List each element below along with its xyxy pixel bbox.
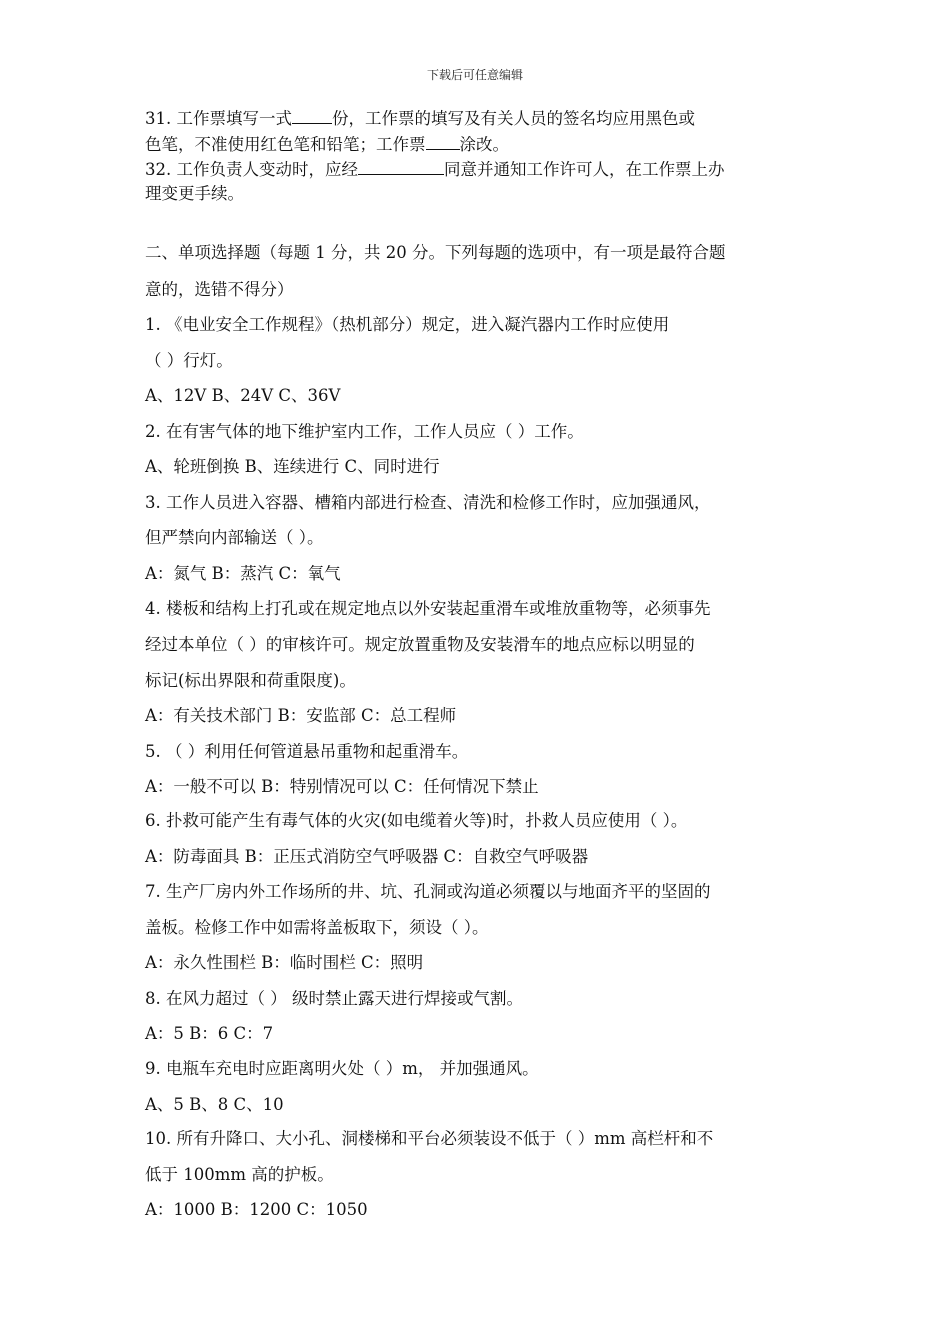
question-2-line-1: 2. 在有害气体的地下维护室内工作，工作人员应（ ）工作。: [145, 422, 584, 441]
question-31-line-2: 色笔，不准使用红色笔和铅笔；工作票 涂改。: [145, 135, 509, 154]
question-31-line-1: 31. 工作票填写一式 份，工作票的填写及有关人员的签名均应用黑色或: [145, 109, 695, 128]
fill-blank: [292, 107, 332, 124]
question-32-line-2: 理变更手续。: [145, 184, 244, 203]
question-8-line-1: 8. 在风力超过（ ） 级时禁止露天进行焊接或气割。: [145, 989, 523, 1008]
question-6-options: A：防毒面具 B：正压式消防空气呼吸器 C：自救空气呼吸器: [145, 847, 589, 866]
question-6-line-1: 6. 扑救可能产生有毒气体的火灾(如电缆着火等)时，扑救人员应使用（ ）。: [145, 811, 688, 830]
question-5-options: A：一般不可以 B：特别情况可以 C：任何情况下禁止: [145, 777, 539, 796]
question-1-line-1: 1. 《电业安全工作规程》（热机部分）规定，进入凝汽器内工作时应使用: [145, 315, 670, 334]
question-3-line-1: 3. 工作人员进入容器、槽箱内部进行检查、清洗和检修工作时，应加强通风，: [145, 493, 711, 512]
question-1-options: A、12V B、24V C、36V: [145, 386, 341, 405]
question-10-line-2: 低于 100mm 高的护板。: [145, 1165, 334, 1184]
question-3-line-2: 但严禁向内部输送（ ）。: [145, 528, 324, 547]
question-4-line-1: 4. 楼板和结构上打孔或在规定地点以外安装起重滑车或堆放重物等，必须事先: [145, 599, 711, 618]
section-title-line-2: 意的，选错不得分）: [145, 280, 294, 299]
question-5-line-1: 5. （ ）利用任何管道悬吊重物和起重滑车。: [145, 742, 469, 761]
fill-blank: [426, 133, 460, 150]
question-4-line-2: 经过本单位（ ）的审核许可。规定放置重物及安装滑车的地点应标以明显的: [145, 635, 695, 654]
question-1-line-2: （ ）行灯。: [145, 351, 233, 370]
question-7-line-1: 7. 生产厂房内外工作场所的井、坑、孔洞或沟道必须覆以与地面齐平的坚固的: [145, 882, 711, 901]
question-9-options: A、5 B、8 C、10: [145, 1095, 284, 1114]
section-title-line-1: 二、单项选择题（每题 1 分，共 20 分。下列每题的选项中，有一项是最符合题: [145, 243, 726, 262]
fill-blank: [358, 158, 444, 175]
question-9-line-1: 9. 电瓶车充电时应距离明火处（ ）m， 并加强通风。: [145, 1059, 539, 1078]
question-2-options: A、轮班倒换 B、连续进行 C、同时进行: [145, 457, 440, 476]
question-7-options: A：永久性围栏 B：临时围栏 C：照明: [145, 953, 424, 972]
question-8-options: A：5 B：6 C：7: [145, 1024, 274, 1043]
question-10-options: A：1000 B：1200 C：1050: [145, 1200, 368, 1219]
question-4-options: A：有关技术部门 B：安监部 C：总工程师: [145, 706, 457, 725]
page-header: 下载后可任意编辑: [426, 68, 523, 82]
question-3-options: A：氮气 B：蒸汽 C：氧气: [145, 564, 341, 583]
question-7-line-2: 盖板。检修工作中如需将盖板取下，须设（ ）。: [145, 918, 489, 937]
question-10-line-1: 10. 所有升降口、大小孔、洞楼梯和平台必须装设不低于（ ）mm 高栏杆和不: [145, 1129, 714, 1148]
question-32-line-1: 32. 工作负责人变动时，应经 同意并通知工作许可人，在工作票上办: [145, 160, 725, 179]
question-4-line-3: 标记(标出界限和荷重限度)。: [145, 671, 356, 690]
